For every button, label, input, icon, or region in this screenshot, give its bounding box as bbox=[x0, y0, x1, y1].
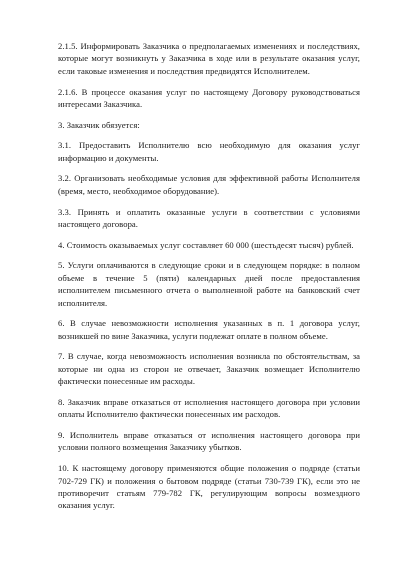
clause-7: 7. В случае, когда невозможность исполнения возникла по обстоятельствам, за которые ни одна из сторон не отвечает, Заказчик возмещает Исполнителю фактически понесенные им расходы. bbox=[58, 351, 360, 387]
clause-2-1-5: 2.1.5. Информировать Заказчика о предполагаемых изменениях и последствиях, которые могут возникнуть у Заказчика в ходе или в результате оказания услуг, если таковые изменения и последствия предвидятся Исполнителем. bbox=[58, 41, 360, 76]
clause-10: 10. К настоящему договору применяются общие положения о подряде (статьи 702-729 ГК) и положения о бытовом подряде (статьи 730-739 ГК), если это не противоречит статьям 779-782 ГК, регулирующим вопросы возмездного оказания услуг. bbox=[58, 463, 360, 511]
clause-8: 8. Заказчик вправе отказаться от исполнения настоящего договора при условии оплаты Исполнителю фактически понесенных им расходов. bbox=[58, 396, 360, 420]
clause-6: 6. В случае невозможности исполнения указанных в п. 1 договора услуг, возникшей по вине Заказчика, услуги подлежат оплате в полном объеме. bbox=[58, 318, 360, 341]
clause-5: 5. Услуги оплачиваются в следующие сроки и в следующем порядке: в полном объеме в течение 5 (пяти) календарных дней после предоставления исполнителем письменного отчета о выполненной работе на банковский счет исполнителя. bbox=[58, 260, 360, 308]
clause-2-1-6: 2.1.6. В процессе оказания услуг по настоящему Договору руководствоваться интересами Заказчика. bbox=[58, 86, 360, 109]
clause-4: 4. Стоимость оказываемых услуг составляет 60 000 (шестьдесят тысяч) рублей. bbox=[58, 239, 354, 250]
clause-3-1: 3.1. Предоставить Исполнителю всю необходимую для оказания услуг информацию и документы. bbox=[58, 140, 360, 163]
clause-9: 9. Исполнитель вправе отказаться от исполнения настоящего договора при условии полного возмещения Заказчику убытков. bbox=[58, 430, 360, 453]
clause-3-2: 3.2. Организовать необходимые условия для эффективной работы Исполнителя (время, место, необходимое оборудование). bbox=[58, 173, 360, 196]
section-3-heading: 3. Заказчик обязуется: bbox=[58, 119, 140, 130]
clause-3-3: 3.3. Принять и оплатить оказанные услуги в соответствии с условиями настоящего договора. bbox=[58, 206, 360, 229]
